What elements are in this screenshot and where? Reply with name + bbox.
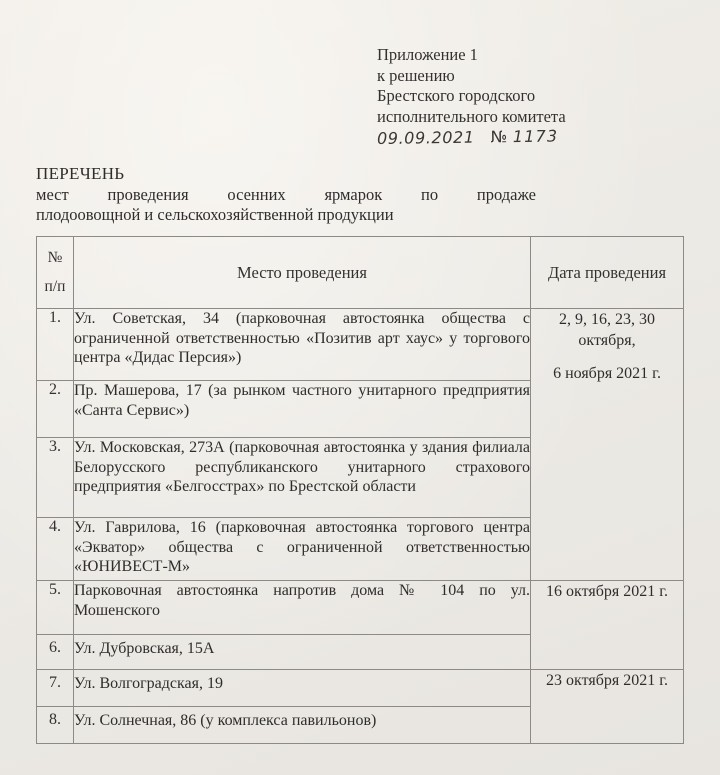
page-subtitle [36, 185, 536, 225]
table-row [37, 309, 684, 381]
stamp-date: 09.09.2021 [376, 127, 475, 148]
number-sign-icon: № [490, 127, 508, 147]
stamp-number: 1173 [512, 126, 559, 147]
column-header-number [37, 237, 74, 309]
title-block [36, 163, 536, 225]
row-place: Пр. Машерова, 17 (за рынком частного унитарного предприятия «Санта Сервис») [74, 381, 531, 438]
row-place: Ул. Дубровская, 15А [74, 635, 531, 670]
approval-header [377, 45, 697, 150]
approval-line-1: Приложение 1 [377, 45, 478, 64]
row-index: 8. [37, 707, 74, 744]
row-index: 5. [37, 581, 74, 635]
fair-locations-table [36, 236, 684, 744]
row-place: Ул. Советская, 34 (парковочная автостоянка общества с ограниченной ответственностью «Позитив арт хаус» у торгового центра «Дидас Персия») [74, 309, 531, 381]
table-body [37, 309, 684, 744]
table-header [37, 237, 684, 309]
row-index: 4. [37, 518, 74, 581]
row-date-group-c: 23 октября 2021 г. [531, 670, 684, 744]
row-index: 2. [37, 381, 74, 438]
row-date-group-a [531, 309, 684, 581]
row-place: Ул. Солнечная, 86 (у комплекса павильонов) [74, 707, 531, 744]
column-header-date-label: Дата проведения [547, 262, 667, 282]
row-date-group-b: 16 октября 2021 г. [531, 581, 684, 670]
approval-line-2: к решению [377, 65, 455, 85]
approval-line-3: Брестского городского [377, 86, 536, 105]
date-group-a-line-3: 6 ноября 2021 г. [553, 365, 661, 382]
table-row [37, 581, 684, 635]
table-header-row [37, 237, 684, 309]
subtitle-line-1: мест проведения осенних ярмарок по продаже [36, 185, 536, 204]
fair-locations-table-wrapper [36, 236, 684, 744]
row-index: 1. [37, 309, 74, 381]
column-header-number-top: № [47, 249, 63, 267]
row-place: Парковочная автостоянка напротив дома № 104 по ул. Мошенского [74, 581, 531, 635]
date-group-a-line-2: октября, [578, 332, 636, 349]
column-header-place-label: Место проведения [237, 262, 367, 282]
date-group-a-line-1: 2, 9, 16, 23, 30 [559, 311, 655, 328]
handwritten-stamp [377, 125, 697, 150]
column-header-date [531, 237, 684, 309]
table-row [37, 670, 684, 707]
row-index: 6. [37, 635, 74, 670]
row-place: Ул. Московская, 273А (парковочная автостоянка у здания филиала Белорусского республиканского унитарного страхового предприятия «Белгосстрах» по Брестской области [74, 438, 531, 518]
row-index: 7. [37, 670, 74, 707]
row-index: 3. [37, 438, 74, 518]
subtitle-line-2: плодоовощной и сельскохозяйственной продукции [36, 205, 394, 224]
row-place: Ул. Гаврилова, 16 (парковочная автостоянка торгового центра «Экватор» общества с ограниченной ответственностью «ЮНИВЕСТ-М» [74, 518, 531, 581]
column-header-number-bottom: п/п [44, 277, 66, 295]
approval-line-4: исполнительного комитета [377, 106, 566, 126]
page-title: ПЕРЕЧЕНЬ [36, 164, 125, 183]
row-place: Ул. Волгоградская, 19 [74, 670, 531, 707]
column-header-place [74, 237, 531, 309]
